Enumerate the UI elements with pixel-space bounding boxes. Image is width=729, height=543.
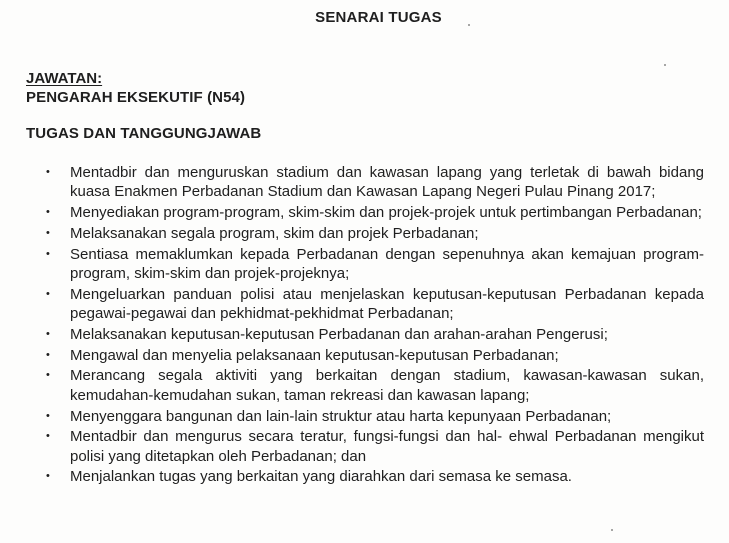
duty-text: Melaksanakan segala program, skim dan projek Perbadanan; — [70, 224, 479, 242]
duty-text: Mentadbir dan menguruskan stadium dan kawasan lapang yang terletak di bawah bidang kuasa Enakmen Perbadanan Stadium dan Kawasan Lapang Negeri Pulau Pinang 2017; — [70, 164, 704, 201]
duty-item — [46, 325, 704, 344]
duty-item — [46, 245, 704, 284]
duty-item — [46, 285, 704, 324]
bullet-icon: • — [46, 206, 50, 219]
position-label: JAWATAN: — [26, 70, 103, 87]
bullet-icon: • — [46, 226, 50, 239]
duty-text: Menyenggara bangunan dan lain-lain struktur atau harta kepunyaan Perbadanan; — [70, 407, 612, 425]
bullet-icon: • — [46, 247, 50, 260]
duty-text: Mentadbir dan mengurus secara teratur, fungsi-fungsi dan hal- ehwal Perbadanan mengikut polisi yang ditetapkan oleh Perbadanan; dan — [70, 428, 704, 465]
duties-list — [46, 163, 704, 488]
bullet-icon: • — [46, 166, 50, 178]
bullet-icon: • — [46, 287, 50, 300]
duty-item — [46, 203, 704, 222]
duty-text: Sentiasa memaklumkan kepada Perbadanan dengan sepenuhnya akan kemajuan program-program, skim-skim dan projek-projeknya; — [70, 245, 704, 282]
duty-text: Mengawal dan menyelia pelaksanaan keputusan-keputusan Perbadanan; — [70, 346, 559, 364]
bullet-icon: • — [46, 470, 50, 483]
duty-text: Merancang segala aktiviti yang berkaitan dengan stadium, kawasan-kawasan sukan, kemudahan-kemudahan sukan, taman rekreasi dan kawasan lapang; — [70, 367, 704, 404]
duty-item — [46, 427, 704, 466]
scan-speck — [611, 529, 613, 531]
duty-item — [46, 224, 704, 243]
duty-item — [46, 346, 704, 365]
bullet-icon: • — [46, 409, 50, 422]
section-heading: TUGAS DAN TANGGUNGJAWAB — [26, 125, 262, 142]
position-title: PENGARAH EKSEKUTIF (N54) — [26, 89, 246, 106]
duty-text: Menyediakan program-program, skim-skim dan projek-projek untuk pertimbangan Perbadanan; — [70, 204, 702, 222]
bullet-icon: • — [46, 327, 50, 340]
duty-item — [46, 163, 704, 202]
duty-item — [46, 407, 704, 426]
duty-text: Mengeluarkan panduan polisi atau menjelaskan keputusan-keputusan Perbadanan kepada pegawai-pegawai dan pekhidmat-pekhidmat Perbadanan; — [70, 285, 704, 323]
duty-text: Melaksanakan keputusan-keputusan Perbadanan dan arahan-arahan Pengerusi; — [70, 325, 608, 343]
duty-text: Menjalankan tugas yang berkaitan yang diarahkan dari semasa ke semasa. — [70, 468, 572, 486]
bullet-icon: • — [46, 430, 50, 443]
scan-speck — [468, 24, 470, 26]
bullet-icon: • — [46, 369, 50, 382]
document-title: SENARAI TUGAS — [315, 9, 442, 26]
bullet-icon: • — [46, 348, 50, 361]
scan-speck — [664, 64, 666, 66]
duty-item — [46, 366, 704, 405]
duty-item — [46, 467, 704, 486]
